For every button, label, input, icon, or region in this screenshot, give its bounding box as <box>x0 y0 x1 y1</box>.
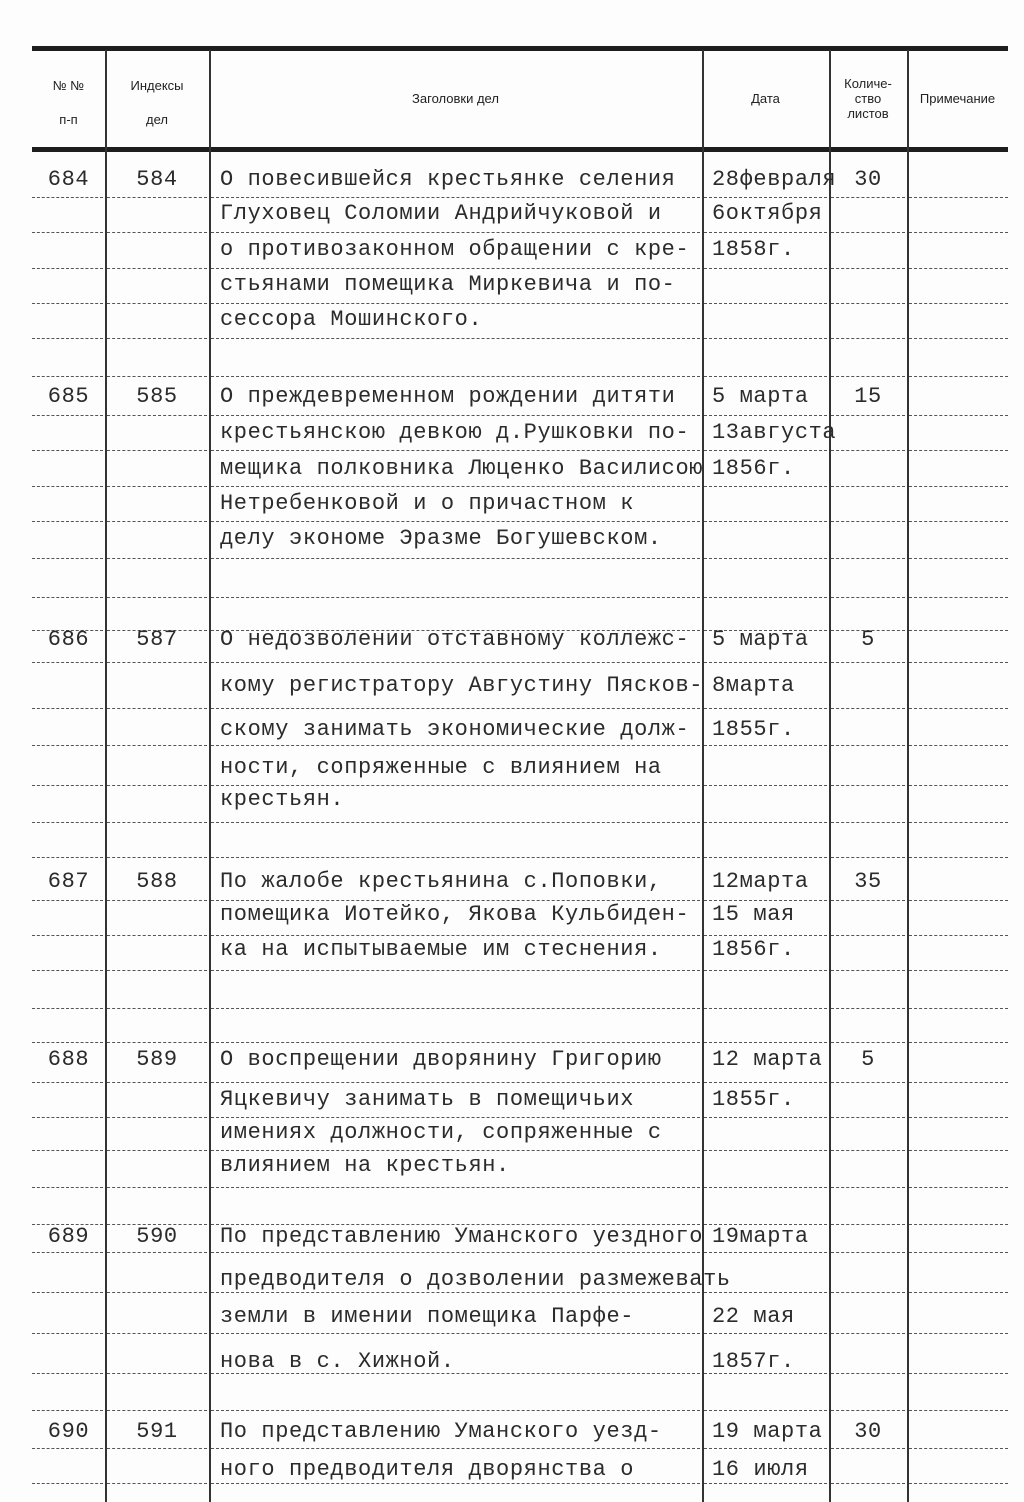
header-date: Дата <box>751 91 780 106</box>
case-index: 588 <box>136 869 178 894</box>
ruled-line <box>107 1150 207 1151</box>
ruled-line <box>107 1187 207 1188</box>
ruled-line <box>704 935 827 936</box>
ruled-line <box>32 1150 103 1151</box>
ruled-line <box>107 268 207 269</box>
ruled-line <box>704 450 827 451</box>
ruled-line <box>909 630 1008 631</box>
ruled-line <box>107 303 207 304</box>
ruled-line <box>107 1373 207 1374</box>
ruled-line <box>211 268 700 269</box>
ruled-line <box>32 1042 103 1043</box>
case-title-line: ного предводителя дворянства о <box>220 1457 635 1482</box>
case-date-line: 13августа <box>712 420 837 445</box>
header-title: Заголовки дел <box>412 91 499 106</box>
ruled-line <box>211 935 700 936</box>
ruled-line <box>831 1448 905 1449</box>
case-title-line: О недозволении отставному коллежс- <box>220 627 690 652</box>
ruled-line <box>831 486 905 487</box>
ruled-line <box>32 415 103 416</box>
ruled-line <box>909 1224 1008 1225</box>
ruled-line <box>831 1187 905 1188</box>
ruled-line <box>909 415 1008 416</box>
case-date-line: 1855г. <box>712 1087 795 1112</box>
ruled-line <box>831 745 905 746</box>
case-title-line: предводителя о дозволении размежевать <box>220 1267 731 1292</box>
case-title-line: делу экономе Эразме Богушевском. <box>220 526 662 551</box>
ruled-line <box>211 1150 700 1151</box>
ruled-line <box>107 1082 207 1083</box>
ruled-line <box>211 1008 700 1009</box>
ruled-line <box>32 1483 103 1484</box>
ruled-line <box>107 1292 207 1293</box>
ruled-line <box>211 597 700 598</box>
ruled-line <box>831 1410 905 1411</box>
ruled-line <box>704 1150 827 1151</box>
ruled-line <box>831 1373 905 1374</box>
ruled-line <box>909 338 1008 339</box>
ruled-line <box>704 1042 827 1043</box>
case-title-line: ности, сопряженные с влиянием на <box>220 755 662 780</box>
ruled-line <box>211 857 700 858</box>
ruled-line <box>107 415 207 416</box>
ruled-line <box>211 822 700 823</box>
case-title-line: крестьян. <box>220 787 345 812</box>
ruled-line <box>909 1082 1008 1083</box>
ruled-line <box>909 708 1008 709</box>
ruled-line <box>107 1008 207 1009</box>
case-date-line: 28февраля <box>712 167 837 192</box>
ruled-line <box>107 197 207 198</box>
sheet-count: 5 <box>861 1047 875 1072</box>
ruled-line <box>32 900 103 901</box>
ruled-line <box>32 1333 103 1334</box>
ruled-line <box>909 970 1008 971</box>
ruled-line <box>831 662 905 663</box>
ruled-line <box>107 708 207 709</box>
ruled-line <box>107 1333 207 1334</box>
ruled-line <box>831 597 905 598</box>
ruled-line <box>211 376 700 377</box>
ruled-line <box>831 558 905 559</box>
case-title-line: нова в с. Хижной. <box>220 1349 455 1374</box>
case-title-line: По жалобе крестьянина с.Поповки, <box>220 869 662 894</box>
ruled-line <box>32 1117 103 1118</box>
ruled-line <box>909 1373 1008 1374</box>
ruled-line <box>909 232 1008 233</box>
ruled-line <box>909 1150 1008 1151</box>
ruled-line <box>107 232 207 233</box>
ruled-line <box>32 935 103 936</box>
case-index: 585 <box>136 384 178 409</box>
case-number: 688 <box>47 1047 90 1072</box>
ruled-line <box>211 486 700 487</box>
header-sheets <box>829 76 907 121</box>
ruled-line <box>211 1187 700 1188</box>
ruled-line <box>107 450 207 451</box>
ruled-line <box>909 597 1008 598</box>
ruled-line <box>831 197 905 198</box>
ruled-line <box>831 521 905 522</box>
header-number-line: № № <box>52 78 85 93</box>
case-date-line: 6октября <box>712 201 823 226</box>
case-date-line: 1856г. <box>712 456 795 481</box>
ruled-line <box>831 268 905 269</box>
case-date-line: 19марта <box>712 1224 809 1249</box>
ruled-line <box>211 1410 700 1411</box>
ruled-line <box>909 1042 1008 1043</box>
header-index-line: Индексы <box>130 78 184 93</box>
ruled-line <box>32 1187 103 1188</box>
ruled-line <box>831 785 905 786</box>
ruled-line <box>107 597 207 598</box>
case-title-line: По представлению Уманского уездного <box>220 1224 704 1249</box>
ruled-line <box>32 1448 103 1449</box>
ruled-line <box>32 197 103 198</box>
header-index-line: дел <box>146 112 168 127</box>
ruled-line <box>32 857 103 858</box>
sheet-count: 30 <box>854 167 882 192</box>
ruled-line <box>909 486 1008 487</box>
ruled-line <box>211 970 700 971</box>
ruled-line <box>107 857 207 858</box>
case-index: 591 <box>136 1419 178 1444</box>
ruled-line <box>32 376 103 377</box>
ruled-line <box>32 708 103 709</box>
ruled-line <box>831 1483 905 1484</box>
case-title-line: земли в имении помещика Парфе- <box>220 1304 635 1329</box>
ruled-line <box>704 745 827 746</box>
case-title-line: По представлению Уманского уезд- <box>220 1419 662 1444</box>
case-title-line: кому регистратору Августину Пясков- <box>220 673 704 698</box>
header-bottom-rule <box>32 147 1008 152</box>
ruled-line <box>831 1117 905 1118</box>
header-number-line: п-п <box>59 112 78 127</box>
header-note: Примечание <box>919 91 996 106</box>
ruled-line <box>704 857 827 858</box>
ruled-line <box>107 1448 207 1449</box>
ruled-line <box>32 338 103 339</box>
case-number: 690 <box>47 1419 90 1444</box>
ruled-line <box>909 1410 1008 1411</box>
ruled-line <box>831 376 905 377</box>
ruled-line <box>909 857 1008 858</box>
ruled-line <box>909 662 1008 663</box>
case-date-line: 8марта <box>712 673 795 698</box>
ruled-line <box>831 708 905 709</box>
ruled-line <box>107 1042 207 1043</box>
ruled-line <box>107 785 207 786</box>
ruled-line <box>107 662 207 663</box>
ruled-line <box>704 597 827 598</box>
case-number: 687 <box>47 869 90 894</box>
ruled-line <box>32 1082 103 1083</box>
ruled-line <box>704 1008 827 1009</box>
ruled-line <box>704 486 827 487</box>
ruled-line <box>704 970 827 971</box>
ruled-line <box>909 1292 1008 1293</box>
ruled-line <box>32 970 103 971</box>
ruled-line <box>831 1082 905 1083</box>
ruled-line <box>909 785 1008 786</box>
sheet-count: 5 <box>861 627 875 652</box>
case-index: 589 <box>136 1047 178 1072</box>
case-number: 684 <box>47 167 90 192</box>
case-title-line: крестьянскою девкою д.Рушковки по- <box>220 420 690 445</box>
header-index <box>105 78 209 128</box>
header-sheets-line: Количе- <box>844 76 892 91</box>
ruled-line <box>704 822 827 823</box>
ruled-line <box>32 1292 103 1293</box>
ruled-line <box>909 1333 1008 1334</box>
case-title-line: помещика Иотейко, Якова Кульбиден- <box>220 902 690 927</box>
ruled-line <box>909 1483 1008 1484</box>
ruled-line <box>211 1333 700 1334</box>
ruled-line <box>211 708 700 709</box>
case-number: 685 <box>47 384 90 409</box>
ruled-line <box>831 935 905 936</box>
ruled-line <box>704 376 827 377</box>
case-date-line: 1857г. <box>712 1349 795 1374</box>
sheet-count: 30 <box>854 1419 882 1444</box>
case-date-line: 1856г. <box>712 937 795 962</box>
ruled-line <box>909 745 1008 746</box>
ruled-line <box>704 1333 827 1334</box>
ruled-line <box>107 1117 207 1118</box>
ruled-line <box>704 338 827 339</box>
case-date-line: 12марта <box>712 869 809 894</box>
sheet-count: 35 <box>854 869 882 894</box>
ruled-line <box>211 900 700 901</box>
case-title-line: Яцкевичу занимать в помещичьих <box>220 1087 635 1112</box>
ruled-line <box>704 785 827 786</box>
ruled-line <box>831 338 905 339</box>
case-date-line: 15 мая <box>712 902 795 927</box>
ruled-line <box>32 558 103 559</box>
ruled-line <box>704 1187 827 1188</box>
case-date-line: 5 марта <box>712 627 809 652</box>
case-date-line: 5 марта <box>712 384 809 409</box>
ruled-line <box>211 450 700 451</box>
ruled-line <box>909 1117 1008 1118</box>
ruled-line <box>211 521 700 522</box>
ruled-line <box>831 232 905 233</box>
ruled-line <box>107 558 207 559</box>
ruled-line <box>32 1373 103 1374</box>
ruled-line <box>32 1008 103 1009</box>
ruled-line <box>211 338 700 339</box>
ruled-line <box>211 1483 700 1484</box>
ruled-line <box>704 1483 827 1484</box>
ruled-line <box>32 822 103 823</box>
ruled-line <box>831 1224 905 1225</box>
ruled-line <box>211 1082 700 1083</box>
ruled-line <box>704 197 827 198</box>
ruled-line <box>831 857 905 858</box>
ruled-line <box>107 1252 207 1253</box>
sheet-count: 15 <box>854 384 882 409</box>
case-title-line: ка на испытываемые им стеснения. <box>220 937 662 962</box>
case-title-line: имениях должности, сопряженные с <box>220 1120 662 1145</box>
case-date-line: 19 марта <box>712 1419 823 1444</box>
ruled-line <box>909 822 1008 823</box>
ruled-line <box>32 268 103 269</box>
case-title-line: О повесившейся крестьянке селения <box>220 167 676 192</box>
case-title-line: О преждевременном рождении дитяти <box>220 384 676 409</box>
ruled-line <box>909 268 1008 269</box>
ruled-line <box>211 785 700 786</box>
case-date-line: 16 июля <box>712 1457 809 1482</box>
ruled-line <box>704 521 827 522</box>
ruled-line <box>909 197 1008 198</box>
ruled-line <box>831 1008 905 1009</box>
ruled-line <box>831 1292 905 1293</box>
ruled-line <box>909 558 1008 559</box>
header-number <box>32 78 105 128</box>
ruled-line <box>32 662 103 663</box>
ruled-line <box>831 900 905 901</box>
ruled-line <box>704 558 827 559</box>
ruled-line <box>211 662 700 663</box>
case-title-line: Глуховец Соломии Андрийчуковой и <box>220 201 662 226</box>
case-date-line: 1858г. <box>712 237 795 262</box>
case-title-line: мещика полковника Люценко Василисою <box>220 456 704 481</box>
header-top-rule <box>32 46 1008 51</box>
ruled-line <box>107 822 207 823</box>
case-title-line: влиянием на крестьян. <box>220 1153 510 1178</box>
ruled-line <box>107 521 207 522</box>
case-index: 590 <box>136 1224 178 1249</box>
ruled-line <box>211 197 700 198</box>
case-title-line: стьянами помещика Миркевича и по- <box>220 272 676 297</box>
ruled-line <box>909 450 1008 451</box>
case-number: 689 <box>47 1224 90 1249</box>
ruled-line <box>211 558 700 559</box>
ruled-line <box>107 376 207 377</box>
ruled-line <box>211 1042 700 1043</box>
ruled-line <box>704 708 827 709</box>
case-title-line: о противозаконном обращении с кре- <box>220 237 690 262</box>
ruled-line <box>211 415 700 416</box>
ruled-line <box>32 521 103 522</box>
ruled-line <box>704 232 827 233</box>
ruled-line <box>32 1252 103 1253</box>
ruled-line <box>909 303 1008 304</box>
ruled-line <box>704 415 827 416</box>
ruled-line <box>831 415 905 416</box>
ruled-line <box>704 268 827 269</box>
case-index: 587 <box>136 627 178 652</box>
case-title-line: сессора Мошинского. <box>220 307 483 332</box>
ruled-line <box>831 1150 905 1151</box>
ruled-line <box>909 935 1008 936</box>
ruled-line <box>107 970 207 971</box>
ruled-line <box>107 1483 207 1484</box>
case-title-line: О воспрещении дворянину Григорию <box>220 1047 662 1072</box>
case-title-line: скому занимать экономические долж- <box>220 717 690 742</box>
ruled-line <box>211 1252 700 1253</box>
ruled-line <box>211 745 700 746</box>
header-sheets-line: ство <box>854 91 882 106</box>
ruled-line <box>704 1252 827 1253</box>
ruled-line <box>107 900 207 901</box>
ruled-line <box>704 303 827 304</box>
ruled-line <box>32 785 103 786</box>
ruled-line <box>909 376 1008 377</box>
ruled-line <box>32 1410 103 1411</box>
ruled-line <box>909 521 1008 522</box>
case-index: 584 <box>136 167 178 192</box>
ruled-line <box>32 232 103 233</box>
ruled-line <box>909 1448 1008 1449</box>
ruled-line <box>107 338 207 339</box>
ruled-line <box>704 1082 827 1083</box>
case-date-line: 1855г. <box>712 717 795 742</box>
ruled-line <box>831 1042 905 1043</box>
ruled-line <box>704 900 827 901</box>
ruled-line <box>32 303 103 304</box>
ruled-line <box>831 450 905 451</box>
ruled-line <box>909 1008 1008 1009</box>
ruled-line <box>32 745 103 746</box>
ruled-line <box>831 303 905 304</box>
ruled-line <box>704 1410 827 1411</box>
ruled-line <box>831 1252 905 1253</box>
ruled-line <box>107 1410 207 1411</box>
ruled-line <box>909 1252 1008 1253</box>
case-date-line: 12 марта <box>712 1047 823 1072</box>
ruled-line <box>32 597 103 598</box>
case-title-line: Нетребенковой и о причастном к <box>220 491 635 516</box>
ruled-line <box>704 662 827 663</box>
ruled-line <box>211 232 700 233</box>
case-number: 686 <box>47 627 90 652</box>
ruled-line <box>211 303 700 304</box>
ruled-line <box>831 1333 905 1334</box>
ruled-line <box>909 1187 1008 1188</box>
case-date-line: 22 мая <box>712 1304 795 1329</box>
ruled-line <box>704 1448 827 1449</box>
ruled-line <box>107 745 207 746</box>
ruled-line <box>107 486 207 487</box>
ruled-line <box>909 900 1008 901</box>
ruled-line <box>704 1117 827 1118</box>
ruled-line <box>32 450 103 451</box>
ruled-line <box>107 935 207 936</box>
ruled-line <box>211 1117 700 1118</box>
ruled-line <box>211 1448 700 1449</box>
ruled-line <box>831 970 905 971</box>
header-sheets-line: листов <box>847 106 889 121</box>
ruled-line <box>32 486 103 487</box>
ruled-line <box>831 822 905 823</box>
